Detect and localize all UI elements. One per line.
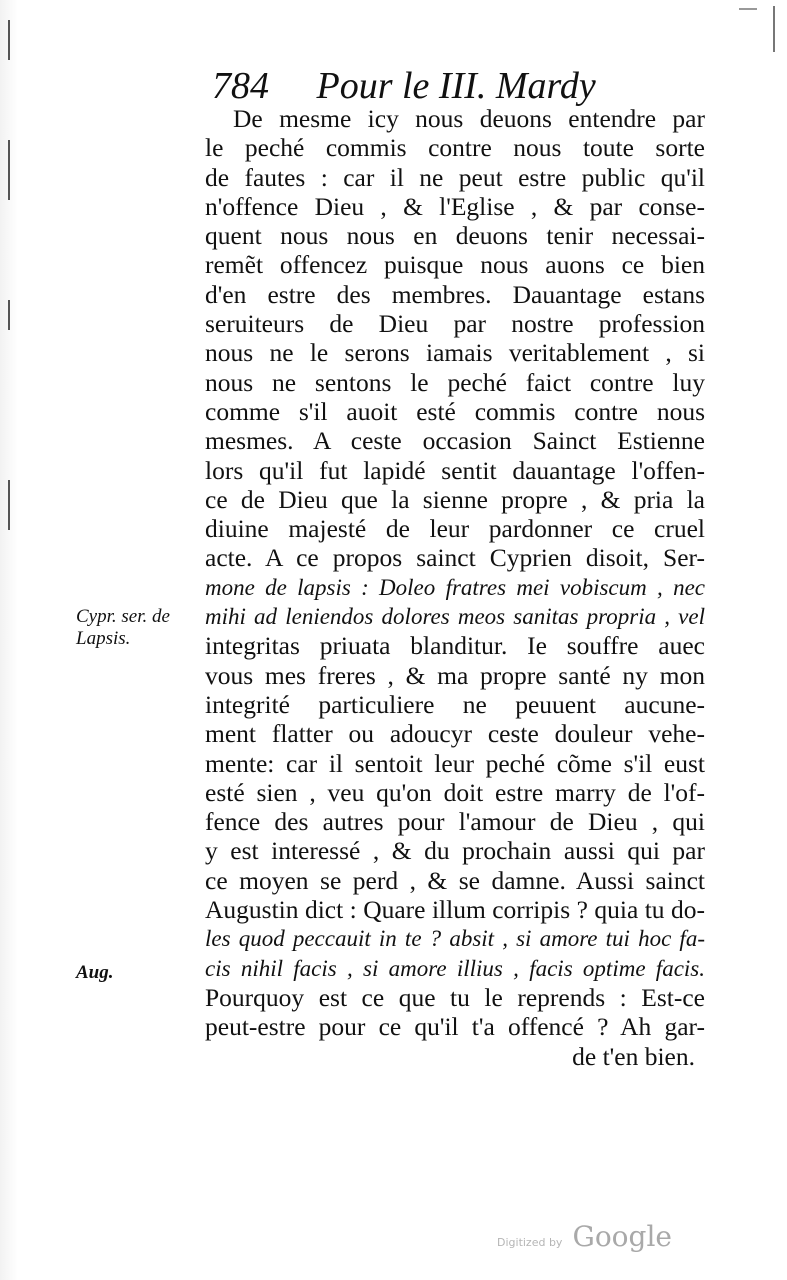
text-line: comme s'il auoit esté commis contre nous	[205, 396, 705, 426]
text-line: De mesme icy nous deuons entendre par	[233, 104, 705, 133]
page-number: 784	[212, 65, 269, 107]
margin-note-augustine: Aug.	[76, 962, 114, 983]
latin-quote-line: les quod peccauit in te ? absit , si amore tui hoc fa-	[205, 926, 705, 952]
text-line: nous ne sentons le peché faict contre luy	[205, 367, 705, 397]
google-logo: Google	[572, 1220, 672, 1253]
text-line: integritas priuata blanditur. Ie souffre auec	[205, 631, 705, 661]
text-line: mente: car il sentoit leur peché cõme s'il eust	[205, 748, 705, 778]
text-line: fence des autres pour l'amour de Dieu , qui	[205, 807, 705, 837]
page-header	[212, 64, 712, 108]
latin-quote-line: mihi ad leniendos dolores meos sanitas propria , vel	[205, 604, 705, 630]
latin-quote-line: mone de lapsis : Doleo fratres mei vobiscum , nec	[205, 574, 705, 600]
text-line: le peché commis contre nous toute sorte	[205, 133, 705, 163]
running-title: Pour le III. Mardy	[316, 65, 596, 107]
text-line: de t'en bien.	[572, 1041, 695, 1071]
scan-corner-mark	[773, 6, 775, 52]
body-text	[205, 104, 705, 1071]
text-line: vous mes freres , & ma propre santé ny mon	[205, 660, 705, 690]
text-line: y est interessé , & du prochain aussi qui par	[205, 836, 705, 866]
margin-note-cyprian: Cypr. ser. de Lapsis.	[76, 606, 170, 649]
text-line: ce de Dieu que la sienne propre , & pria la	[205, 484, 705, 514]
text-line: n'offence Dieu , & l'Eglise , & par conse-	[205, 191, 705, 221]
digitized-watermark	[497, 1220, 672, 1253]
text-line: mesmes. A ceste occasion Sainct Estienne	[205, 426, 705, 456]
text-line: remẽt offencez puisque nous auons ce bien	[205, 250, 705, 280]
text-line: d'en estre des membres. Dauantage estans	[205, 279, 705, 309]
text-line: acte. A ce propos sainct Cyprien disoit, Ser-	[205, 543, 705, 573]
watermark-prefix: Digitized by	[497, 1236, 563, 1249]
text-line: diuine majesté de leur pardonner ce cruel	[205, 514, 705, 544]
scan-edge	[0, 0, 18, 1280]
text-line: nous ne le serons iamais veritablement , si	[205, 338, 705, 368]
edge-mark	[8, 300, 10, 330]
text-line: quent nous nous en deuons tenir necessai-	[205, 221, 705, 251]
text-line: Pourquoy est ce que tu le reprends : Est-ce	[205, 982, 705, 1012]
text-line: ce moyen se perd , & se damne. Aussi sainct	[205, 865, 705, 895]
text-line: peut-estre pour ce qu'il t'a offencé ? Ah gar-	[205, 1012, 705, 1042]
scan-corner-mark	[739, 8, 757, 10]
text-line: esté sien , veu qu'on doit estre marry de l'of-	[205, 777, 705, 807]
edge-mark	[8, 480, 10, 530]
text-line: lors qu'il fut lapidé sentit dauantage l'offen-	[205, 455, 705, 485]
latin-quote-line: cis nihil facis , si amore illius , facis optime facis.	[205, 955, 705, 981]
edge-mark	[8, 20, 10, 60]
text-line: Augustin dict : Quare illum corripis ? quia tu do-	[205, 895, 705, 925]
text-line: de fautes : car il ne peut estre public qu'il	[205, 162, 705, 192]
edge-mark	[8, 140, 10, 200]
text-line: integrité particuliere ne peuuent aucune-	[205, 689, 705, 719]
text-line: seruiteurs de Dieu par nostre profession	[205, 309, 705, 339]
text-line: ment flatter ou adoucyr ceste douleur vehe-	[205, 719, 705, 749]
